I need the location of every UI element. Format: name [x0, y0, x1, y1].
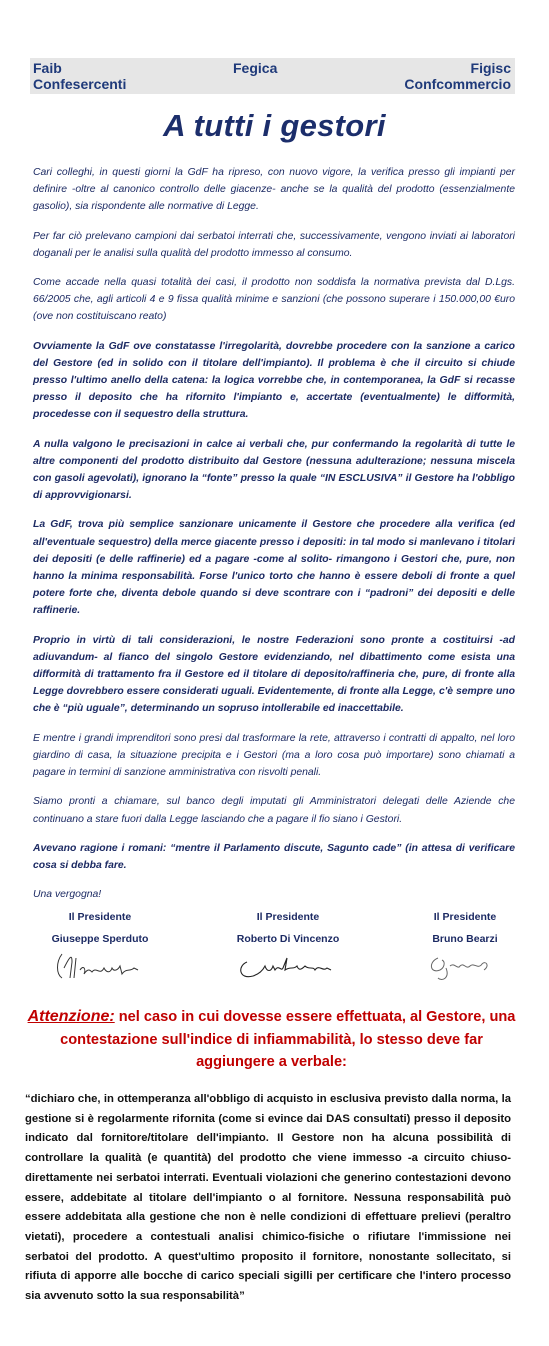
declaration-text: “dichiaro che, in ottemperanza all'obbligo di acquisto in esclusiva previsto dalla norma, la gestione si è regolarmente rifornita (come si evince dai DAS consultati) presso il deposito indicato dal fornitore/titolare dell'impianto. Il Gestore non ha alcuna possibilità di controllare la qualità (e quantità) del prodotto che viene immesso -a circuito chiuso- direttamente nei serbatoi interrati. Eventuali violazioni che generino contestazioni devono essere, addebitate al titolare dell'impianto o al fornitore. Nessuna responsabilità può essere addebitata alla gestione che non è nelle condizioni di effettuare prelievi (peraltro vietati), procedere a contestuali analisi chimico-fisiche o rifiutare l'immissione nei serbatoi del prodotto. A quest'ultimo proposito il fornitore, nonostante sollecitato, si rifiuta di apporre alle bocche di carico speciali sigilli per certificare che l'intero processo sia avvenuto sotto la sua responsabilità” — [25, 1093, 511, 1303]
federations-header — [30, 58, 515, 94]
attention-lead: Attenzione: — [27, 1008, 115, 1025]
header-faib: Faib — [33, 60, 62, 76]
attention-text: nel caso in cui dovesse essere effettuata, al Gestore, una contestazione sull'indice di infiammabilità, lo stesso deve far aggiungere a verbale: — [60, 1009, 516, 1070]
header-left — [33, 60, 126, 92]
signature-block-di-vincenzo — [228, 910, 348, 982]
page-title: A tutti i gestori — [163, 108, 386, 143]
paragraph: Proprio in virtù di tali considerazioni, le nostre Federazioni sono pronte a costituirsi -ad adiuvandum- al fianco del singolo Gestore evidenziando, nel dibattimento come esista una difformità di trattamento fra il Gestore ed il titolare di deposito/raffineria che, pure, di fronte alla Legge dovrebbero essere considerati uguali. Evidentemente, di fronte alla Legge, c'è sempre uno che è “più uguale”, determinando un sopruso intollerabile ed inaccettabile. — [33, 634, 515, 715]
handwritten-signature-sperduto — [50, 948, 150, 982]
paragraph: La GdF, trova più semplice sanzionare unicamente il Gestore che procedere alla verifica (ed all'eventuale sequestro) della merce giacente presso i depositi: in tal modo si manlevano i titolari dei depositi (e delle raffinerie) ed a pagare -come al solito- rimangono i Gestori che, pure, non hanno la minima responsabilità. Forse l'unico torto che hanno è essere deboli di fronte a quel potere forte che, diventa debole quando si deve scontrare con i “padroni” dei depositi e delle raffinerie. — [33, 519, 515, 617]
signatory-role: Il Presidente — [433, 911, 497, 923]
paragraph: Per far ciò prelevano campioni dai serbatoi interrati che, successivamente, vengono inviati ai laboratori doganali per le analisi sulla qualità del prodotto immesso al consumo. — [33, 230, 515, 259]
paragraph: A nulla valgono le precisazioni in calce ai verbali che, pur confermando la regolarità di tutte le altre componenti del prodotto distribuito dal Gestore (nessuna adulterazione; nessuna miscela con gasoli agevolati), ignorano la “fonte” presso la quale “IN ESCLUSIVA” il Gestore ha l'obbligo di approvvigionarsi. — [33, 438, 515, 502]
letter-body — [33, 164, 515, 915]
signatory-role: Il Presidente — [256, 911, 320, 923]
header-right — [404, 60, 511, 92]
paragraph: Cari colleghi, in questi giorni la GdF ha ripreso, con nuovo vigore, la verifica presso gli impianti per definire -oltre al canonico controllo delle giacenze- anche se la qualità del prodotto (essenzialmente gasolio), sia rispondente alle normative di Legge. — [33, 167, 515, 213]
handwritten-signature-di-vincenzo — [233, 948, 343, 982]
paragraph: Avevano ragione i romani: “mentre il Parlamento discute, Sagunto cade” (in attesa di verificare cosa si debba fare. — [33, 842, 515, 871]
paragraph: Siamo pronti a chiamare, sul banco degli imputati gli Amministratori delegati delle Aziende che continuano a stare fuori dalla Legge lasciando che a pagare il fio siano i Gestori. — [33, 796, 515, 825]
signatory-name: Giuseppe Sperduto — [51, 933, 149, 945]
signatory-name: Bruno Bearzi — [432, 933, 498, 945]
paragraph: Come accade nella quasi totalità dei casi, il prodotto non soddisfa la normativa prevista dal D.Lgs. 66/2005 che, agli articoli 4 e 9 fissa qualità minime e sanzioni (che possono superare i 150.000,00 €uro (ove non costituiscano reato) — [33, 277, 515, 323]
header-fegica: Fegica — [233, 60, 278, 76]
handwritten-signature-bearzi — [420, 948, 510, 982]
signatory-name: Roberto Di Vincenzo — [236, 933, 340, 945]
paragraph: E mentre i grandi imprenditori sono presi dal trasformare la rete, attraverso i contratti di appalto, nel loro giardino di casa, la situazione precipita e i Gestori (ma a loro cosa può importare) sono chiamati a pagare in termini di sanzione amministrativa con risvolti penali. — [33, 732, 515, 779]
header-figisc: Figisc — [470, 60, 511, 76]
header-confesercenti: Confesercenti — [33, 76, 127, 92]
signature-block-bearzi — [410, 910, 520, 982]
signatory-role: Il Presidente — [68, 911, 132, 923]
paragraph: Ovviamente la GdF ove constatasse l'irregolarità, dovrebbe procedere con la sanzione a carico del Gestore (ed in solido con il titolare dell'impianto). Il problema è che il circuito si chiude presso l'ultimo anello della catena: la logica vorrebbe che, in contemporanea, la GdF si recasse presso il deposito che ha rifornito l'impianto e, accertate (eventualmente) le difformità, procedesse con il sequestro della struttura. — [33, 340, 515, 421]
header-confcommercio: Confcommercio — [404, 76, 511, 92]
signature-block-sperduto — [45, 910, 155, 982]
closing-line: Una vergogna! — [33, 889, 102, 901]
attention-notice — [24, 1006, 519, 1074]
